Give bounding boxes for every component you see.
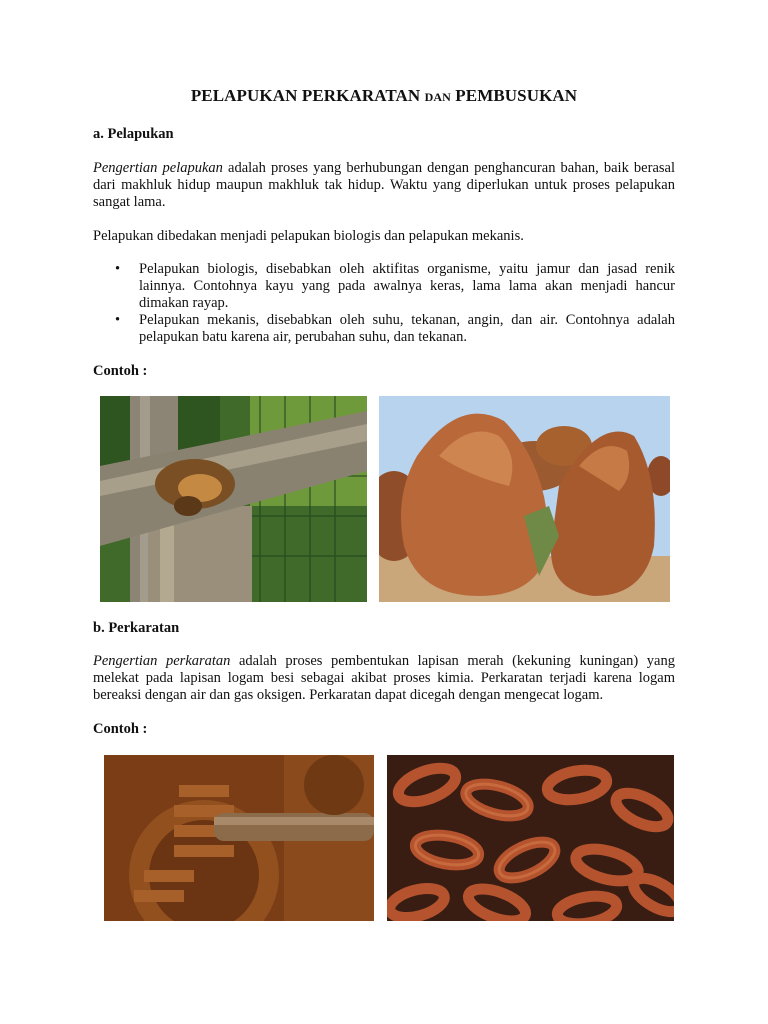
weathered-wood-photo xyxy=(100,396,367,602)
document-title: PELAPUKAN PERKARATAN DAN PEMBUSUKAN xyxy=(190,86,578,105)
section-b-definition: Pengertian perkaratan adalah proses pembentukan lapisan merah (kekuning kuningan) yang melekat pada lapisan logam besi sebagai akibat proses kimia. Perkaratan terjadi karena logam bereaksi dengan air dan gas oksigen. Perkaratan dapat dicegah dengan mengecat logam. xyxy=(93,653,675,703)
rusty-gears-photo xyxy=(104,755,374,921)
rusty-chains-photo xyxy=(387,755,674,921)
weathered-rocks-photo xyxy=(379,396,670,602)
bullet-icon: • xyxy=(115,261,121,277)
section-a-bullet-list xyxy=(93,261,675,346)
section-a-example-label: Contoh : xyxy=(93,363,148,379)
section-a-heading: a. Pelapukan xyxy=(93,126,174,142)
title-small-caps: DAN xyxy=(424,90,451,104)
section-b-definition-term: Pengertian perkaratan xyxy=(93,653,231,669)
section-a-definition: Pengertian pelapukan adalah proses yang berhubungan dengan penghancuran bahan, baik berasal dari makhluk hidup maupun makhluk tak hidup. Waktu yang diperlukan untuk proses pelapukan sangat lama. xyxy=(93,160,675,210)
section-a-types-intro: Pelapukan dibedakan menjadi pelapukan biologis dan pelapukan mekanis. xyxy=(93,228,524,244)
list-item: • Pelapukan biologis, disebabkan oleh aktifitas organisme, yaitu jamur dan jasad renik lainnya. Contohnya kayu yang pada awalnya keras, lama lama akan menjadi hancur dimakan rayap. xyxy=(115,261,675,311)
list-item: • Pelapukan mekanis, disebabkan oleh suhu, tekanan, angin, dan air. Contohnya adalah pelapukan batu karena air, perubahan suhu, dan tekanan. xyxy=(115,312,675,345)
section-a-definition-term: Pengertian pelapukan xyxy=(93,160,223,176)
bullet-icon: • xyxy=(115,312,121,328)
section-b-heading: b. Perkaratan xyxy=(93,620,180,636)
section-b-example-label: Contoh : xyxy=(93,721,148,737)
